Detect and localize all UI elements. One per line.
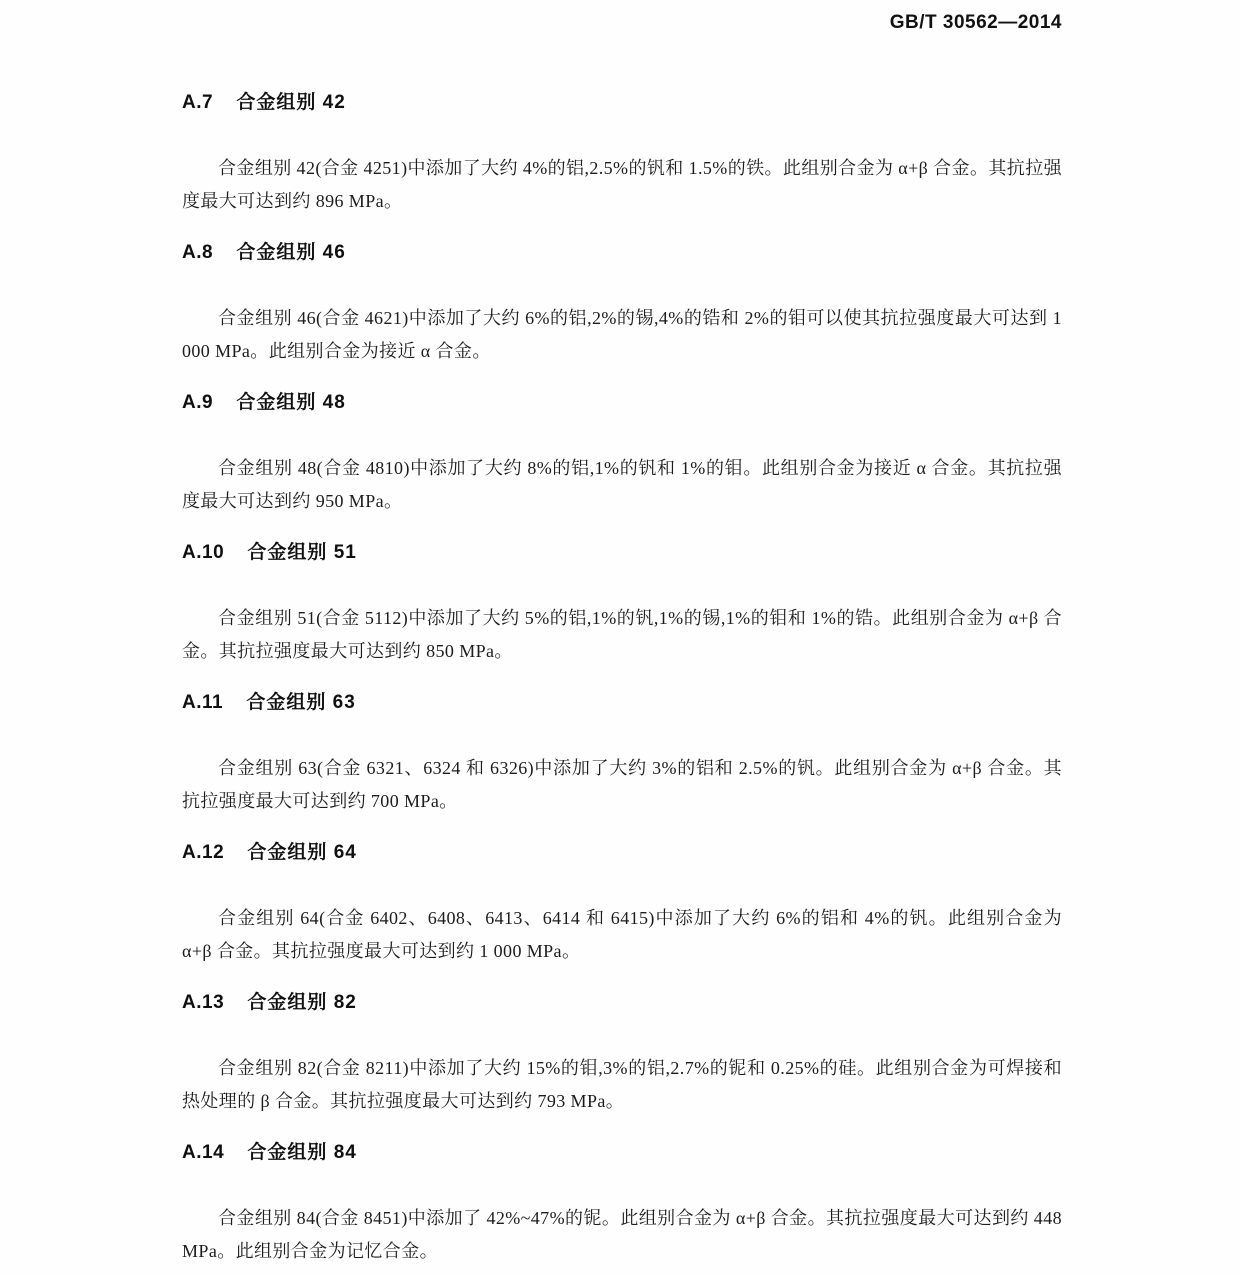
section-number: A.7	[182, 92, 214, 113]
section-number: A.13	[182, 992, 225, 1013]
page-header	[182, 12, 1062, 34]
section-a9	[182, 392, 1062, 518]
section-paragraph: 合金组别 84(合金 8451)中添加了 42%~47%的铌。此组别合金为 α+β 合金。其抗拉强度最大可达到约 448 MPa。此组别合金为记忆合金。	[182, 1208, 1062, 1261]
section-a12	[182, 842, 1062, 968]
section-a13	[182, 992, 1062, 1118]
section-title: 合金组别 64	[247, 842, 357, 863]
section-heading	[182, 392, 1062, 414]
section-a8	[182, 242, 1062, 368]
section-number: A.12	[182, 842, 225, 863]
section-heading	[182, 1142, 1062, 1164]
section-number: A.9	[182, 392, 214, 413]
document-content	[182, 92, 1062, 1268]
section-number: A.8	[182, 242, 214, 263]
section-number: A.11	[182, 692, 224, 713]
section-paragraph: 合金组别 48(合金 4810)中添加了大约 8%的铝,1%的钒和 1%的钼。此组别合金为接近 α 合金。其抗拉强度最大可达到约 950 MPa。	[182, 458, 1062, 511]
section-title: 合金组别 51	[247, 542, 357, 563]
section-heading	[182, 992, 1062, 1014]
standard-number: GB/T 30562—2014	[889, 12, 1062, 33]
section-paragraph: 合金组别 46(合金 4621)中添加了大约 6%的铝,2%的锡,4%的锆和 2%的钼可以使其抗拉强度最大可达到 1 000 MPa。此组别合金为接近 α 合金。	[182, 308, 1062, 361]
section-title: 合金组别 48	[236, 392, 346, 413]
section-number: A.10	[182, 542, 225, 563]
section-heading	[182, 842, 1062, 864]
section-number: A.14	[182, 1142, 225, 1163]
section-paragraph: 合金组别 64(合金 6402、6408、6413、6414 和 6415)中添加了大约 6%的铝和 4%的钒。此组别合金为 α+β 合金。其抗拉强度最大可达到约 1 000 MPa。	[182, 908, 1062, 961]
section-title: 合金组别 63	[246, 692, 356, 713]
section-paragraph: 合金组别 82(合金 8211)中添加了大约 15%的钼,3%的铝,2.7%的铌和 0.25%的硅。此组别合金为可焊接和热处理的 β 合金。其抗拉强度最大可达到约 793 MPa。	[182, 1058, 1062, 1111]
section-title: 合金组别 84	[247, 1142, 357, 1163]
section-title: 合金组别 46	[236, 242, 346, 263]
section-a11	[182, 692, 1062, 818]
section-title: 合金组别 82	[247, 992, 357, 1013]
section-heading	[182, 692, 1062, 714]
section-a10	[182, 542, 1062, 668]
section-heading	[182, 542, 1062, 564]
section-paragraph: 合金组别 42(合金 4251)中添加了大约 4%的铝,2.5%的钒和 1.5%的铁。此组别合金为 α+β 合金。其抗拉强度最大可达到约 896 MPa。	[182, 158, 1062, 211]
section-paragraph: 合金组别 51(合金 5112)中添加了大约 5%的铝,1%的钒,1%的锡,1%的钼和 1%的锆。此组别合金为 α+β 合金。其抗拉强度最大可达到约 850 MPa。	[182, 608, 1062, 661]
section-a14	[182, 1142, 1062, 1268]
section-a7	[182, 92, 1062, 218]
section-heading	[182, 92, 1062, 114]
section-title: 合金组别 42	[236, 92, 346, 113]
section-heading	[182, 242, 1062, 264]
section-paragraph: 合金组别 63(合金 6321、6324 和 6326)中添加了大约 3%的铝和 2.5%的钒。此组别合金为 α+β 合金。其抗拉强度最大可达到约 700 MPa。	[182, 758, 1062, 811]
